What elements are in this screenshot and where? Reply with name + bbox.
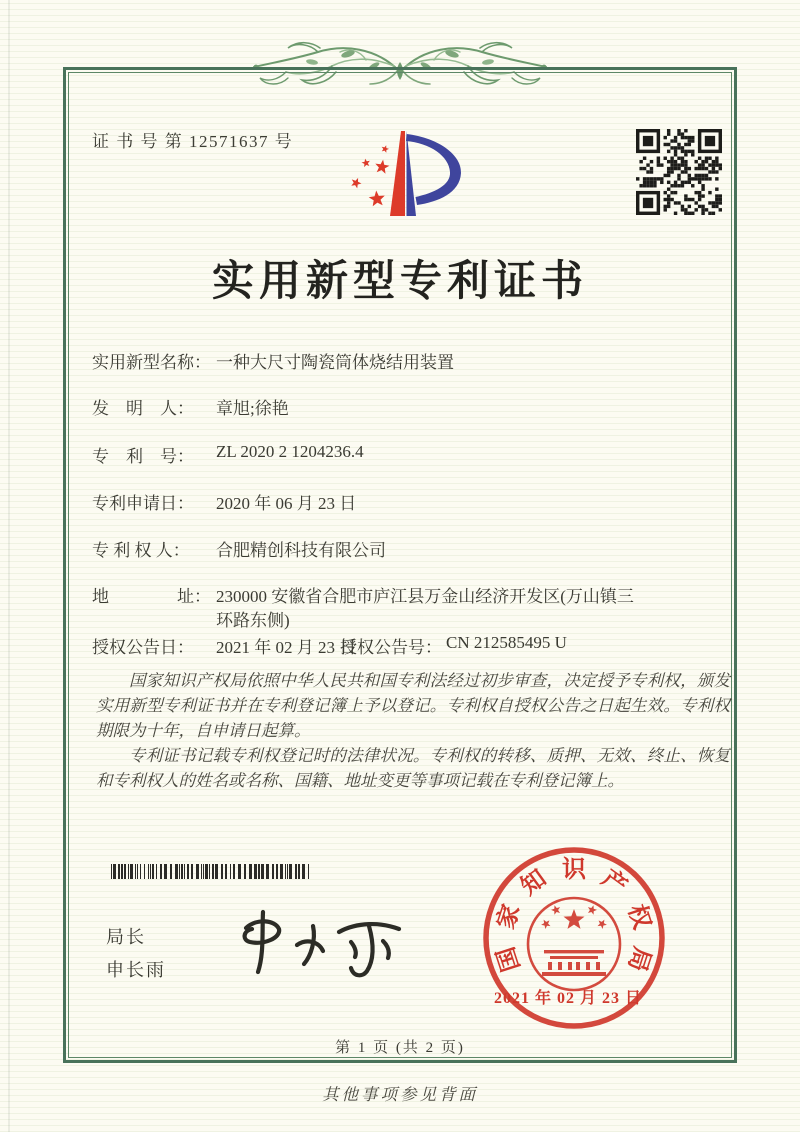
field-value-patent-no: ZL 2020 2 1204236.4 — [216, 442, 364, 461]
svg-text:产: 产 — [596, 865, 632, 901]
svg-text:识: 识 — [562, 857, 586, 883]
field-row-patentee — [66, 536, 734, 560]
field-value-address-line2: 环路东侧) — [216, 611, 290, 630]
scan-edge-shadow — [8, 0, 10, 1132]
field-label-patentee: 专 利 权 人： — [92, 541, 190, 560]
field-label-grant-date: 授权公告日： — [92, 638, 194, 657]
qr-code — [636, 129, 722, 215]
field-value-patentee: 合肥精创科技有限公司 — [216, 541, 386, 560]
barcode — [111, 864, 311, 879]
svg-text:权: 权 — [622, 901, 655, 933]
director-signature — [233, 898, 413, 988]
legal-body-text — [96, 668, 730, 793]
field-label-grant-no: 授权公告号： — [340, 638, 442, 657]
logo-stars — [351, 145, 389, 206]
svg-text:知: 知 — [516, 865, 552, 901]
certificate-number: 证 书 号 第 12571637 号 — [92, 132, 294, 151]
legal-paragraph-2: 专利证书记载专利权登记时的法律状况。专利权的转移、质押、无效、终止、恢复和专利权人的姓名或名称、国籍、地址变更等事项记载在专利登记簿上。 — [96, 746, 730, 790]
director-name-label: 申长雨 — [106, 960, 166, 980]
field-value-name: 一种大尺寸陶瓷筒体烧结用装置 — [216, 353, 454, 372]
field-label-address: 地 址： — [92, 587, 211, 606]
field-row-grant — [66, 633, 734, 657]
field-label-filing-date: 专利申请日： — [92, 494, 194, 513]
field-value-filing-date: 2020 年 06 月 23 日 — [216, 494, 357, 513]
director-title-label: 局长 — [106, 927, 146, 947]
field-label-patent-no: 专 利 号： — [92, 447, 194, 466]
seal-national-emblem — [528, 898, 620, 990]
certificate-frame — [63, 67, 737, 1063]
logo-red-wedge — [390, 131, 405, 216]
field-label-name: 实用新型名称： — [92, 353, 211, 372]
seal-tiananmen — [542, 950, 606, 976]
svg-text:家: 家 — [493, 901, 526, 933]
field-row-patent-no — [66, 442, 734, 466]
field-row-inventor — [66, 394, 734, 418]
page-number-info: 第 1 页 (共 2 页) — [335, 1040, 465, 1056]
back-side-note: 其他事项参见背面 — [322, 1085, 478, 1104]
cnipa-logo — [348, 118, 468, 218]
logo-blue-wedge — [407, 131, 417, 216]
field-value-address-line1: 230000 安徽省合肥市庐江县万金山经济开发区(万山镇三 — [216, 587, 634, 606]
field-value-grant-date: 2021 年 02 月 23 日 — [216, 638, 357, 657]
field-row-filing-date — [66, 489, 734, 513]
logo-blue-p-bowl — [406, 134, 461, 205]
seal-date: 2021 年 02 月 23 日 — [493, 990, 642, 1007]
field-label-inventor: 发 明 人： — [92, 399, 194, 418]
field-value-grant-no: CN 212585495 U — [446, 633, 567, 652]
page-title: 实用新型专利证书 — [211, 259, 588, 305]
field-row-name — [66, 348, 734, 372]
field-row-address — [66, 582, 734, 606]
legal-paragraph-1: 国家知识产权局依照中华人民共和国专利法经过初步审查，决定授予专利权，颁发实用新型专利证书并在专利登记簿上予以登记。专利权自授权公告之日起生效。专利权期限为十年，自申请日起算。 — [96, 671, 730, 740]
field-row-address-line2 — [66, 606, 734, 630]
svg-text:国: 国 — [493, 943, 526, 975]
field-value-inventor: 章旭;徐艳 — [216, 399, 289, 418]
svg-text:局: 局 — [622, 943, 655, 975]
